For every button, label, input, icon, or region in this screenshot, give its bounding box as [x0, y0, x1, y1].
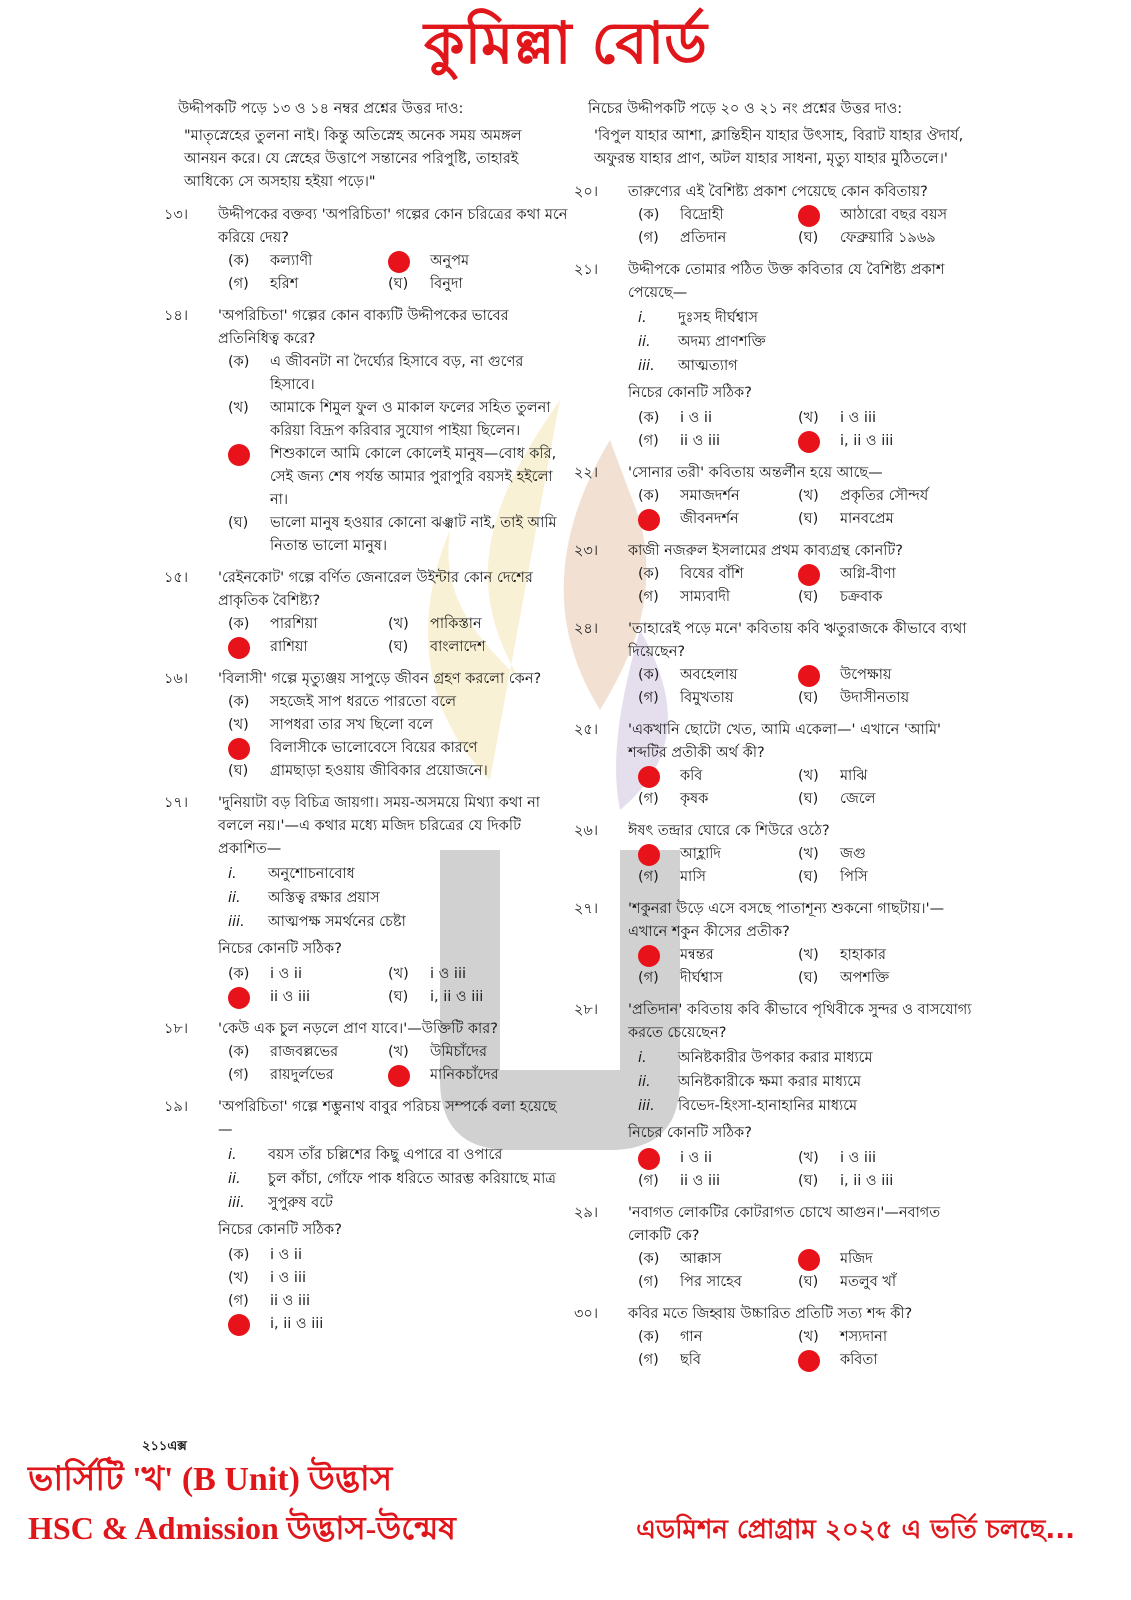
option[interactable]: (ঘ) মানবপ্রেম — [798, 511, 894, 527]
statement: ii. অস্তিত্ব রক্ষার প্রয়াস — [228, 890, 380, 906]
answer-dot-icon — [638, 509, 660, 531]
statement: iii. আত্মপক্ষ সমর্থনের চেষ্টা — [228, 914, 406, 930]
option[interactable]: (খ) i ও iii — [798, 410, 877, 426]
answer-dot-icon — [638, 945, 660, 967]
option-answer[interactable]: উপেক্ষায় — [798, 664, 958, 687]
option[interactable]: (খ) সাপধরা তার সখ ছিলো বলে — [228, 717, 434, 733]
option[interactable]: (গ) ii ও iii — [638, 1173, 721, 1189]
option[interactable]: (খ) প্রকৃতির সৌন্দর্য — [798, 488, 929, 504]
statement: i. অনুশোচনাবোধ — [228, 866, 355, 882]
question-29 — [574, 1202, 978, 1294]
answer-dot-icon — [638, 766, 660, 788]
option[interactable]: (ঘ) গ্রামছাড়া হওয়ায় জীবিকার প্রয়োজনে। — [228, 763, 488, 779]
option[interactable]: (ঘ) বাংলাদেশ — [388, 639, 486, 655]
statement: i. দুঃসহ দীর্ঘশ্বাস — [638, 310, 758, 326]
option[interactable]: (ঘ) অপশক্তি — [798, 970, 890, 986]
question-20 — [574, 181, 978, 250]
option-answer[interactable]: জীবনদর্শন — [638, 508, 798, 531]
option[interactable]: (ক) কল্যাণী — [228, 253, 313, 269]
question-number: ১৬। — [164, 671, 189, 687]
option[interactable]: (গ) রায়দুর্লভের — [228, 1067, 334, 1083]
option-answer[interactable]: অনুপম — [388, 250, 548, 273]
option-answer[interactable]: i, ii ও iii — [798, 430, 958, 453]
question-18 — [164, 1018, 568, 1087]
question-number: ১৭। — [164, 795, 189, 811]
question-text: 'একখানি ছোটো খেত, আমি একেলা—' এখানে 'আমি' শব্দটির প্রতীকী অর্থ কী? — [628, 722, 941, 761]
option[interactable]: (খ) শস্যদানা — [798, 1329, 888, 1345]
footer-promo-line-2: HSC & Admission উদ্ভাস-উন্মেষ — [28, 1510, 456, 1546]
question-25 — [574, 719, 978, 811]
option-answer[interactable]: মন্বন্তর — [638, 944, 798, 967]
page-code: ২১১এক্স — [142, 1439, 187, 1454]
question-number: ২১। — [574, 262, 599, 278]
which-correct-label: নিচের কোনটি সঠিক? — [628, 385, 752, 401]
question-text: 'তাহারেই পড়ে মনে' কবিতায় কবি ঋতুরাজকে কীভাবে ব্যথা দিয়েছেন? — [628, 621, 967, 660]
question-number: ২৮। — [574, 1002, 599, 1018]
left-column — [164, 98, 568, 1345]
question-text: কবির মতে জিহ্বায় উচ্চারিত প্রতিটি সত্য শব্দ কী? — [628, 1306, 913, 1322]
answer-dot-icon — [798, 1350, 820, 1372]
option[interactable]: (ঘ) জেলে — [798, 791, 876, 807]
option-answer[interactable]: i, ii ও iii — [228, 1313, 568, 1336]
question-text: কাজী নজরুল ইসলামের প্রথম কাব্যগ্রন্থ কোনটি? — [628, 543, 903, 559]
statement: iii. সুপুরুষ বটে — [228, 1195, 333, 1211]
option[interactable]: (ক) বিষের বাঁশি — [638, 566, 744, 582]
question-text: 'রেইনকোট' গল্পে বর্ণিত জেনারেল উইন্টার কোন দেশের প্রাকৃতিক বৈশিষ্ট্য? — [218, 570, 533, 609]
footer-admission-banner: এডমিশন প্রোগ্রাম ২০২৫ এ ভর্তি চলছে... — [636, 1515, 1075, 1545]
answer-dot-icon — [798, 665, 820, 687]
question-number: ২৩। — [574, 543, 599, 559]
option[interactable]: (গ) বিমুখতায় — [638, 690, 734, 706]
question-number: ২২। — [574, 465, 599, 481]
option[interactable]: (খ) পাকিস্তান — [388, 616, 482, 632]
question-13 — [164, 204, 568, 296]
option[interactable]: (খ) আমাকে শিমুল ফুল ও মাকাল ফলের সহিত তুলনা করিয়া বিদ্রূপ করিবার সুযোগ পাইয়া ছিলেন। — [228, 400, 551, 439]
question-26 — [574, 820, 978, 889]
option[interactable]: (ঘ) ভালো মানুষ হওয়ার কোনো ঝঞ্ঝাট নাই, তাই আমি নিতান্ত ভালো মানুষ। — [228, 515, 557, 554]
question-number: ১৮। — [164, 1021, 189, 1037]
option[interactable]: (খ) মাঝি — [798, 768, 868, 784]
question-22 — [574, 462, 978, 531]
answer-dot-icon — [388, 251, 410, 273]
option[interactable]: (গ) ii ও iii — [638, 433, 721, 449]
question-14 — [164, 305, 568, 558]
option[interactable]: (ঘ) মতলুব খাঁ — [798, 1274, 897, 1290]
which-correct-label: নিচের কোনটি সঠিক? — [218, 1222, 342, 1238]
option[interactable]: (গ) ii ও iii — [228, 1293, 311, 1309]
question-text: 'শকুনরা উড়ে এসে বসছে পাতাশূন্য শুকনো গাছটায়।'—এখানে শকুন কীসের প্রতীক? — [628, 901, 945, 940]
question-19 — [164, 1096, 568, 1336]
question-28 — [574, 999, 978, 1193]
option[interactable]: (ক) এ জীবনটা না দৈর্ঘ্যের হিসাবে বড়, না গুণের হিসাবে। — [228, 354, 524, 393]
option[interactable]: (ক) আক্কাস — [638, 1251, 722, 1267]
question-23 — [574, 540, 978, 609]
option-answer[interactable]: i ও ii — [638, 1147, 798, 1170]
answer-dot-icon — [388, 1065, 410, 1087]
passage-text: 'বিপুল যাহার আশা, ক্লান্তিহীন যাহার উৎসাহ, বিরাট যাহার ঔদার্য, অফুরন্ত যাহার প্রাণ, অটল যাহার সাধনা, মৃত্যু যাহার মুঠিতলে।' — [594, 128, 964, 167]
question-text: উদ্দীপকে তোমার পঠিত উক্ত কবিতার যে বৈশিষ্ট্য প্রকাশ পেয়েছে— — [628, 262, 945, 301]
question-21 — [574, 259, 978, 453]
question-17 — [164, 792, 568, 1009]
option[interactable]: (গ) দীর্ঘশ্বাস — [638, 970, 723, 986]
option[interactable]: (গ) কৃষক — [638, 791, 709, 807]
question-number: ২৪। — [574, 621, 599, 637]
option[interactable]: (ক) i ও ii — [638, 410, 712, 426]
option[interactable]: (খ) i ও iii — [228, 1270, 307, 1286]
which-correct-label: নিচের কোনটি সঠিক? — [218, 941, 342, 957]
question-number: ৩০। — [574, 1306, 599, 1322]
question-text: তারুণ্যের এই বৈশিষ্ট্য প্রকাশ পেয়েছে কোন কবিতায়? — [628, 184, 928, 200]
option-answer[interactable]: রাশিয়া — [228, 636, 388, 659]
passage-intro: উদ্দীপকটি পড়ে ১৩ ও ১৪ নম্বর প্রশ্নের উত্তর দাও: — [178, 101, 464, 117]
option-answer[interactable]: বিলাসীকে ভালোবেসে বিয়ের কারণে — [228, 737, 568, 760]
option-answer[interactable]: আহ্লাদি — [638, 843, 798, 866]
answer-dot-icon — [638, 844, 660, 866]
answer-dot-icon — [228, 637, 250, 659]
option-answer[interactable]: কবিতা — [798, 1349, 958, 1372]
question-27 — [574, 898, 978, 990]
option[interactable]: (ক) রাজবল্লভের — [228, 1044, 339, 1060]
question-text: ঈষৎ তন্দ্রার ঘোরে কে শিউরে ওঠে? — [628, 823, 830, 839]
option-answer[interactable]: আঠারো বছর বয়স — [798, 204, 958, 227]
option[interactable]: (খ) উমিচাঁদের — [388, 1044, 487, 1060]
option[interactable]: (ঘ) উদাসীনতায় — [798, 690, 910, 706]
question-number: ২৯। — [574, 1205, 599, 1221]
question-text: 'কেউ এক চুল নড়লে প্রাণ যাবে।'—উক্তিটি কার? — [218, 1021, 498, 1037]
question-number: ২৭। — [574, 901, 599, 917]
question-24 — [574, 618, 978, 710]
answer-dot-icon — [228, 738, 250, 760]
option[interactable]: (ঘ) ফেব্রুয়ারি ১৯৬৯ — [798, 230, 936, 246]
question-number: ২৫। — [574, 722, 599, 738]
option-answer[interactable]: মানিকচাঁদের — [388, 1064, 548, 1087]
question-15 — [164, 567, 568, 659]
option[interactable]: (খ) জগু — [798, 846, 866, 862]
option[interactable]: (ঘ) i, ii ও iii — [388, 989, 484, 1005]
option[interactable]: (ঘ) i, ii ও iii — [798, 1173, 894, 1189]
option[interactable]: (ক) বিদ্রোহী — [638, 207, 724, 223]
question-text: 'অপরিচিতা' গল্পের কোন বাক্যটি উদ্দীপকের ভাবের প্রতিনিধিত্ব করে? — [218, 308, 509, 347]
option[interactable]: (গ) ছবি — [638, 1352, 702, 1368]
question-number: ১৫। — [164, 570, 189, 586]
question-number: ২৬। — [574, 823, 599, 839]
answer-dot-icon — [798, 205, 820, 227]
question-text: 'সোনার তরী' কবিতায় অন্তর্লীন হয়ে আছে— — [628, 465, 883, 481]
option[interactable]: (গ) সাম্যবাদী — [638, 589, 731, 605]
option[interactable]: (খ) i ও iii — [388, 966, 467, 982]
statement: iii. বিভেদ-হিংসা-হানাহানির মাধ্যমে — [638, 1098, 858, 1114]
option-answer[interactable]: শিশুকালে আমি কোলে কোলেই মানুষ—বোধ করি, সেই জন্য শেষ পর্যন্ত আমার পুরাপুরি বয়সই হইলো না। — [228, 443, 568, 512]
option[interactable]: (ঘ) বিনুদা — [388, 276, 463, 292]
answer-dot-icon — [638, 1148, 660, 1170]
statement: i. বয়স তাঁর চল্লিশের কিছু এপারে বা ওপারে — [228, 1147, 503, 1163]
option[interactable]: (গ) পির সাহেব — [638, 1274, 742, 1290]
answer-dot-icon — [228, 1314, 250, 1336]
question-text: 'নবাগত লোকটির কোটরাগত চোখে আগুন।'—নবাগত লোকটি কে? — [628, 1205, 941, 1244]
option[interactable]: (খ) হাহাকার — [798, 947, 886, 963]
answer-dot-icon — [798, 564, 820, 586]
passage-intro: নিচের উদ্দীপকটি পড়ে ২০ ও ২১ নং প্রশ্নের উত্তর দাও: — [588, 101, 903, 117]
which-correct-label: নিচের কোনটি সঠিক? — [628, 1125, 752, 1141]
option-answer[interactable]: অগ্নি-বীণা — [798, 563, 958, 586]
option[interactable]: (ক) i ও ii — [228, 966, 302, 982]
answer-dot-icon — [798, 431, 820, 453]
option[interactable]: (গ) হরিশ — [228, 276, 299, 292]
option[interactable]: (ক) সহজেই সাপ ধরতে পারতো বলে — [228, 694, 457, 710]
option[interactable]: (ঘ) পিসি — [798, 869, 868, 885]
question-number: ২০। — [574, 184, 599, 200]
question-text: 'অপরিচিতা' গল্পে শম্ভুনাথ বাবুর পরিচয় সম্পর্কে বলা হয়েছে— — [218, 1099, 557, 1138]
statement: ii. অদম্য প্রাণশক্তি — [638, 334, 766, 350]
option-answer[interactable]: কবি — [638, 765, 798, 788]
answer-dot-icon — [228, 444, 250, 466]
statement: ii. অনিষ্টকারীকে ক্ষমা করার মাধ্যমে — [638, 1074, 862, 1090]
option-answer[interactable]: ii ও iii — [228, 986, 388, 1009]
question-16 — [164, 668, 568, 783]
option[interactable]: (ক) গান — [638, 1329, 703, 1345]
passage-text: "মাতৃস্নেহের তুলনা নাই। কিন্তু অতিস্নেহ অনেক সময় অমঙ্গল আনয়ন করে। যে স্নেহের উত্তাপে সন্তানের পরিপুষ্টি, তাহারই আধিক্যে সে অসহায় হইয়া পড়ে।" — [184, 128, 522, 190]
answer-dot-icon — [228, 987, 250, 1009]
question-30 — [574, 1303, 978, 1372]
option[interactable]: (ক) সমাজদর্শন — [638, 488, 740, 504]
option[interactable]: (গ) প্রতিদান — [638, 230, 727, 246]
option[interactable]: (ক) অবহেলায় — [638, 667, 738, 683]
question-text: উদ্দীপকের বক্তব্য 'অপরিচিতা' গল্পের কোন চরিত্রের কথা মনে করিয়ে দেয়? — [218, 207, 568, 246]
answer-dot-icon — [798, 1249, 820, 1271]
option[interactable]: (ক) i ও ii — [228, 1247, 302, 1263]
question-number: ১৯। — [164, 1099, 189, 1115]
option[interactable]: (গ) মাসি — [638, 869, 706, 885]
question-text: 'দুনিয়াটা বড় বিচিত্র জায়গা। সময়-অসময়ে মিথ্যা কথা না বললে নয়।'—এ কথার মধ্যে মজিদ চরিত্রের যে দিকটি প্রকাশিত— — [218, 795, 540, 857]
statement: iii. আত্মত্যাগ — [638, 358, 738, 374]
option[interactable]: (ক) পারশিয়া — [228, 616, 318, 632]
question-number: ১৪। — [164, 308, 189, 324]
right-column — [574, 98, 978, 1381]
page-title: কুমিল্লা বোর্ড — [424, 9, 707, 77]
footer-promo-line-1: ভার্সিটি 'খ' (B Unit) উদ্ভাস — [28, 1461, 393, 1498]
question-text: 'প্রতিদান' কবিতায় কবি কীভাবে পৃথিবীকে সুন্দর ও বাসযোগ্য করতে চেয়েছেন? — [628, 1002, 972, 1041]
option-answer[interactable]: মজিদ — [798, 1248, 958, 1271]
question-number: ১৩। — [164, 207, 189, 223]
statement: i. অনিষ্টকারীর উপকার করার মাধ্যমে — [638, 1050, 873, 1066]
option[interactable]: (খ) i ও iii — [798, 1150, 877, 1166]
option[interactable]: (ঘ) চক্রবাক — [798, 589, 883, 605]
statement: ii. চুল কাঁচা, গোঁফে পাক ধরিতে আরম্ভ করিয়াছে মাত্র — [228, 1171, 556, 1187]
question-text: 'বিলাসী' গল্পে মৃত্যুঞ্জয় সাপুড়ে জীবন গ্রহণ করলো কেন? — [218, 671, 542, 687]
